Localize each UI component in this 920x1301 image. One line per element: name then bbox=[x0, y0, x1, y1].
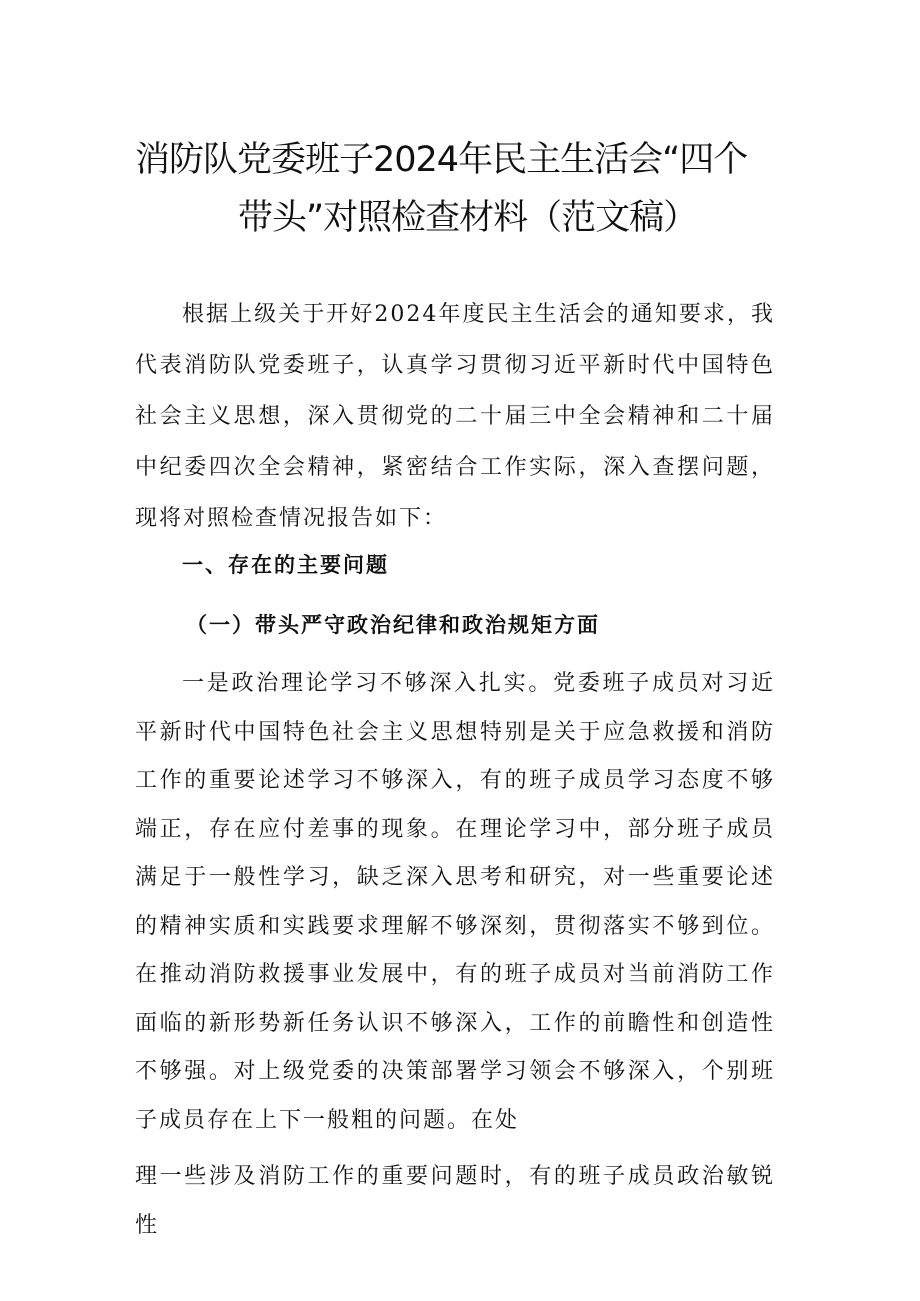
document-title-line-2: 带头”对照检查材料（范文稿） bbox=[238, 198, 698, 238]
subsection-heading: （一）带头严守政治纪律和政治规矩方面 bbox=[186, 612, 600, 637]
section-heading: 一、存在的主要问题 bbox=[182, 553, 389, 577]
main-paragraph: 一是政治理论学习不够深入扎实。党委班子成员对习近平新时代中国特色社会主义思想特别是关于应急救援和消防工作的重要论述学习不够深入，有的班子成员学习态度不够端正，存在应付差事的现象。在理论学习中，部分班子成员满足于一般性学习，缺乏深入思考和研究，对一些重要论述的精神实质和实践要求理解不够深刻，贯彻落实不够到位。在推动消防救援事业发展中，有的班子成员对当前消防工作面临的新形势新任务认识不够深入，工作的前瞻性和创造性不够强。对上级党委的决策部署学习领会不够深入，个别班子成员存在上下一般粗的问题。在处 bbox=[135, 671, 775, 1133]
continued-paragraph: 理一些涉及消防工作的重要问题时，有的班子成员政治敏锐性 bbox=[135, 1164, 775, 1238]
intro-paragraph: 根据上级关于开好2024年度民主生活会的通知要求，我代表消防队党委班子，认真学习贯彻习近平新时代中国特色社会主义思想，深入贯彻党的二十届三中全会精神和二十届中纪委四次全会精神，紧密结合工作实际，深入查摆问题，现将对照检查情况报告如下： bbox=[135, 302, 775, 531]
document-title-line-1: 消防队党委班子2024年民主生活会“四个 bbox=[135, 140, 748, 180]
